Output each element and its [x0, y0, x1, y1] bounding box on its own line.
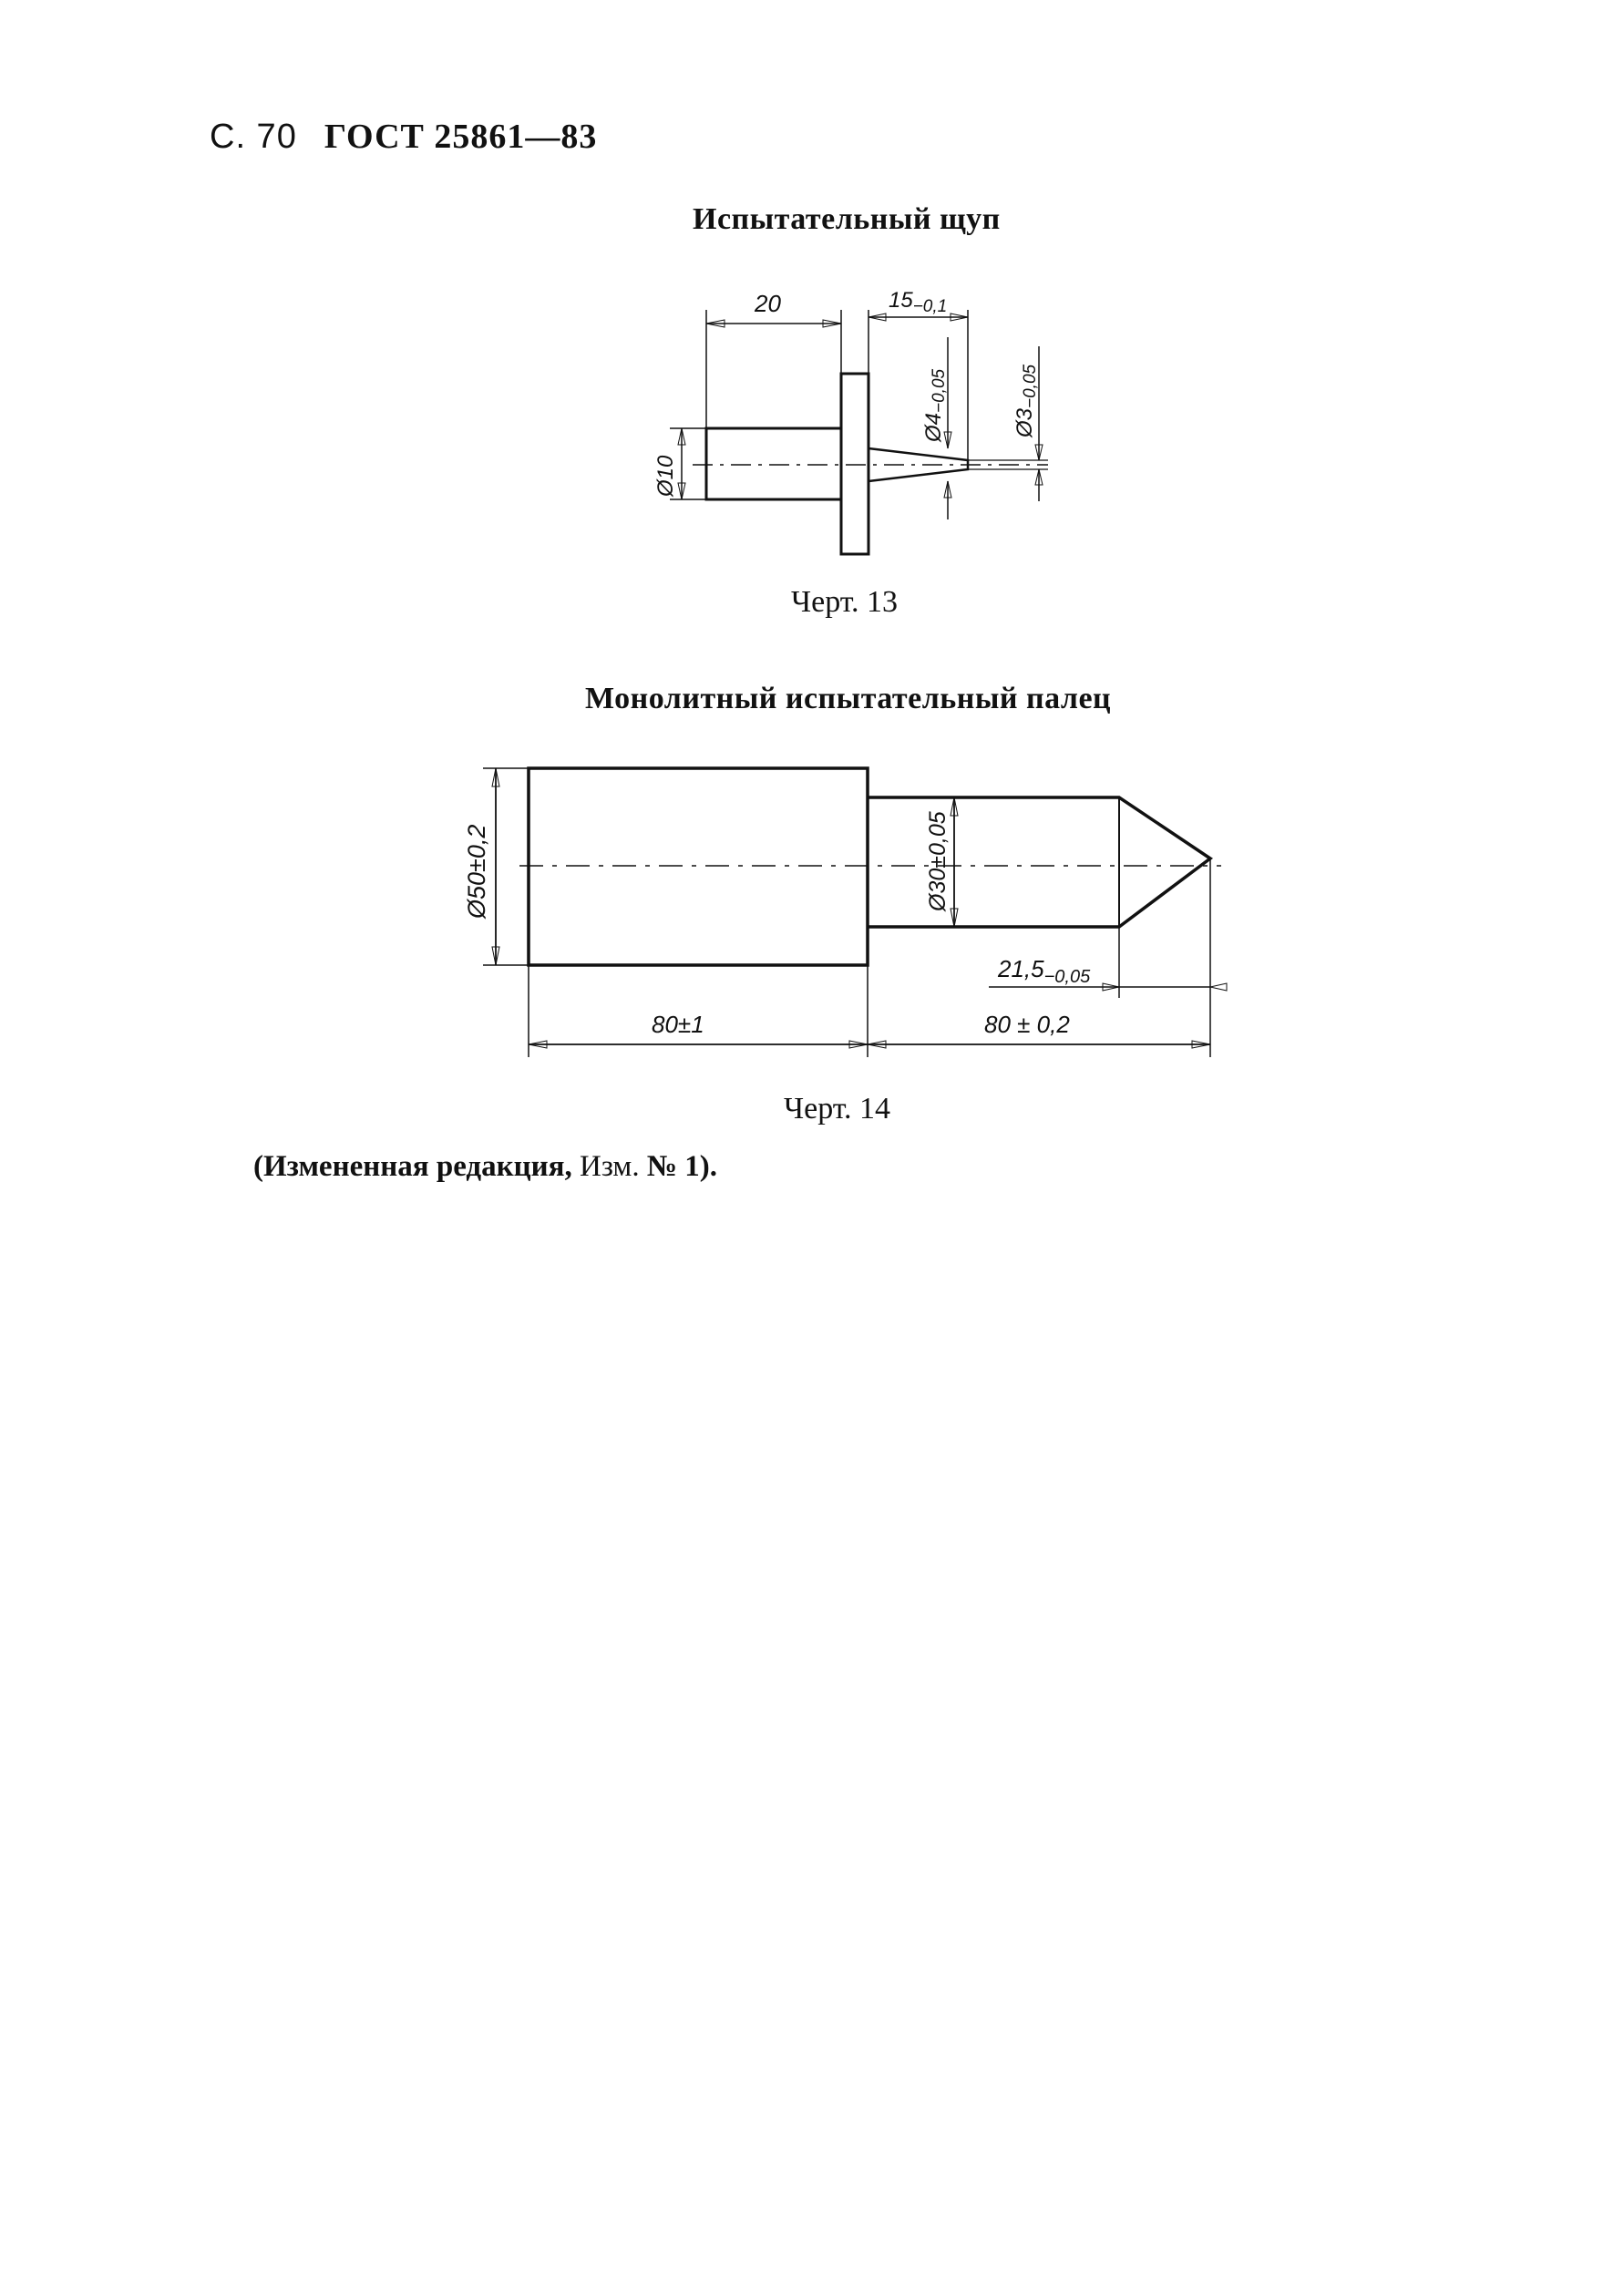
page-number: С. 70 — [210, 118, 297, 156]
note-amendment: Изм. — [571, 1150, 647, 1183]
dim-dia-10: Ø10 — [653, 455, 678, 497]
dim-21-5: $21,5_{-0,05}$ — [998, 955, 1091, 987]
note-prefix: (Измененная редакция, — [253, 1150, 572, 1183]
figure-13-caption: Черт. 13 — [791, 585, 899, 619]
finger-body — [529, 768, 868, 965]
figure-14-caption: Черт. 14 — [784, 1092, 891, 1126]
figure-13-title: Испытательный щуп — [693, 202, 1001, 236]
dim-15: $15_{-0,1}$ — [889, 288, 948, 316]
dim-dia-30: Ø30±0,05 — [925, 811, 951, 911]
standard-number: ГОСТ 25861—83 — [324, 118, 598, 156]
figure-14-title: Монолитный испытательный палец — [585, 682, 1112, 715]
dim-80-1: 80±1 — [652, 1011, 704, 1038]
note-number: № 1). — [646, 1150, 717, 1183]
dim-20: 20 — [755, 290, 781, 317]
dim-dia-50: Ø50±0,2 — [463, 824, 490, 919]
dim-dia-3: Ø3−0,05 — [1012, 364, 1040, 437]
dim-80-0-2: 80 ± 0,2 — [984, 1011, 1070, 1038]
amendment-note — [253, 1150, 717, 1184]
dim-dia-4: Ø4−0,05 — [921, 368, 949, 442]
finger-tip — [868, 797, 1210, 927]
